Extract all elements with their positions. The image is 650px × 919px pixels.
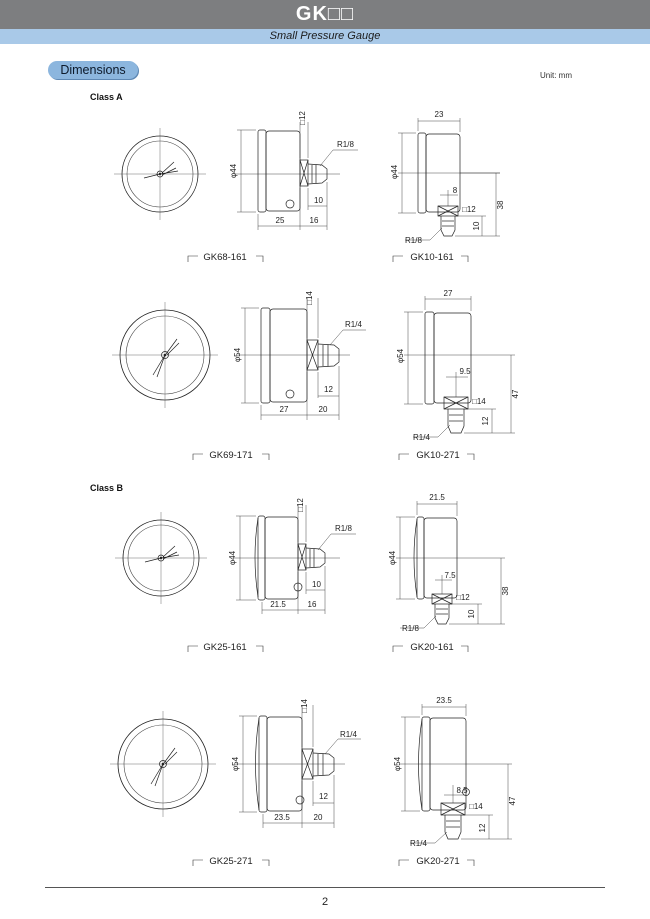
dim-thread: R1/8 — [402, 624, 419, 633]
dim-diameter: φ54 — [393, 756, 402, 772]
dim-thread: R1/4 — [413, 433, 430, 442]
gauge-gk10-161 — [390, 110, 505, 263]
dim-hex: □14 — [300, 699, 309, 713]
unit-label: Unit: mm — [540, 71, 572, 80]
dim-stem-width: 8 — [452, 186, 458, 195]
dim-hex: □12 — [298, 111, 307, 125]
class-b-label: Class B — [90, 483, 124, 493]
dim-hex: □12 — [296, 498, 305, 512]
dim-plug: 12 — [481, 416, 490, 426]
dim-hex: □14 — [305, 291, 314, 305]
front-view-gk68-161 — [114, 128, 206, 220]
side-view-gk10-161 — [418, 133, 460, 236]
front-view-gk69-171 — [112, 302, 218, 408]
front-view-gk25-271 — [110, 711, 216, 817]
dim-thread: R1/4 — [410, 839, 427, 848]
page-title: GK□□ — [295, 3, 355, 25]
page-number: 2 — [321, 896, 329, 908]
dimensions-section-badge: Dimensions — [48, 61, 138, 79]
model-label: GK69-171 — [209, 450, 253, 461]
dim-body: 25 — [275, 216, 285, 225]
gauge-gk25-161 — [115, 498, 356, 653]
dim-stem: 16 — [307, 600, 317, 609]
dim-hex: □12 — [462, 205, 476, 214]
dim-body: 27 — [279, 405, 289, 414]
dim-thread: R1/4 — [340, 730, 357, 739]
dim-width: 21.5 — [429, 493, 445, 502]
dim-thread: R1/8 — [337, 140, 354, 149]
dim-stem-width: 8.5 — [456, 786, 468, 795]
dim-diameter: φ44 — [229, 163, 238, 179]
model-label: GK20-271 — [416, 856, 460, 867]
dim-height: 47 — [508, 796, 517, 806]
dim-stem-width: 7.5 — [444, 571, 456, 580]
page-subtitle: Small Pressure Gauge — [0, 29, 650, 44]
dim-plug: 10 — [312, 580, 321, 589]
gauge-gk10-271 — [396, 289, 520, 461]
model-label: GK25-271 — [209, 856, 253, 867]
dim-body: 21.5 — [270, 600, 286, 609]
dim-diameter: φ44 — [390, 164, 399, 180]
dim-plug: 12 — [324, 385, 333, 394]
model-label: GK25-161 — [203, 642, 247, 653]
dim-plug: 12 — [478, 823, 487, 833]
dim-body: 23.5 — [274, 813, 290, 822]
front-view-gk25-161 — [115, 512, 207, 604]
footer-divider — [45, 887, 605, 888]
dim-stem: 20 — [313, 813, 323, 822]
dim-diameter: φ54 — [396, 348, 405, 364]
dim-plug: 10 — [472, 221, 481, 231]
gauge-gk68-161 — [114, 111, 358, 263]
dim-hex: □14 — [469, 802, 483, 811]
model-label: GK10-271 — [416, 450, 460, 461]
dim-width: 23.5 — [436, 696, 452, 705]
dim-hex: □14 — [472, 397, 486, 406]
model-label: GK20-161 — [410, 642, 454, 653]
dim-height: 47 — [511, 389, 520, 399]
dim-diameter: φ44 — [388, 550, 397, 566]
gauge-gk20-271 — [393, 696, 517, 867]
dim-thread: R1/4 — [345, 320, 362, 329]
dim-diameter: φ54 — [231, 756, 240, 772]
dim-plug: 12 — [319, 792, 328, 801]
dim-height: 38 — [496, 200, 505, 210]
dim-stem: 20 — [318, 405, 328, 414]
dim-hex: □12 — [456, 593, 470, 602]
dim-plug: 10 — [314, 196, 323, 205]
model-label: GK10-161 — [410, 252, 454, 263]
dim-stem-width: 9.5 — [459, 367, 471, 376]
dim-thread: R1/8 — [335, 524, 352, 533]
gauge-gk25-271 — [110, 699, 361, 867]
dim-diameter: φ54 — [233, 347, 242, 363]
dim-diameter: φ44 — [228, 550, 237, 566]
dim-width: 27 — [443, 289, 453, 298]
dim-plug: 10 — [467, 609, 476, 619]
dim-height: 38 — [501, 586, 510, 596]
dim-width: 23 — [434, 110, 444, 119]
gauge-gk20-161 — [388, 493, 510, 653]
dim-stem: 16 — [309, 216, 319, 225]
class-a-label: Class A — [90, 92, 123, 102]
side-view-gk20-271 — [419, 717, 470, 839]
model-label: GK68-161 — [203, 252, 247, 263]
gauge-gk69-171 — [112, 291, 366, 461]
dim-thread: R1/8 — [405, 236, 422, 245]
